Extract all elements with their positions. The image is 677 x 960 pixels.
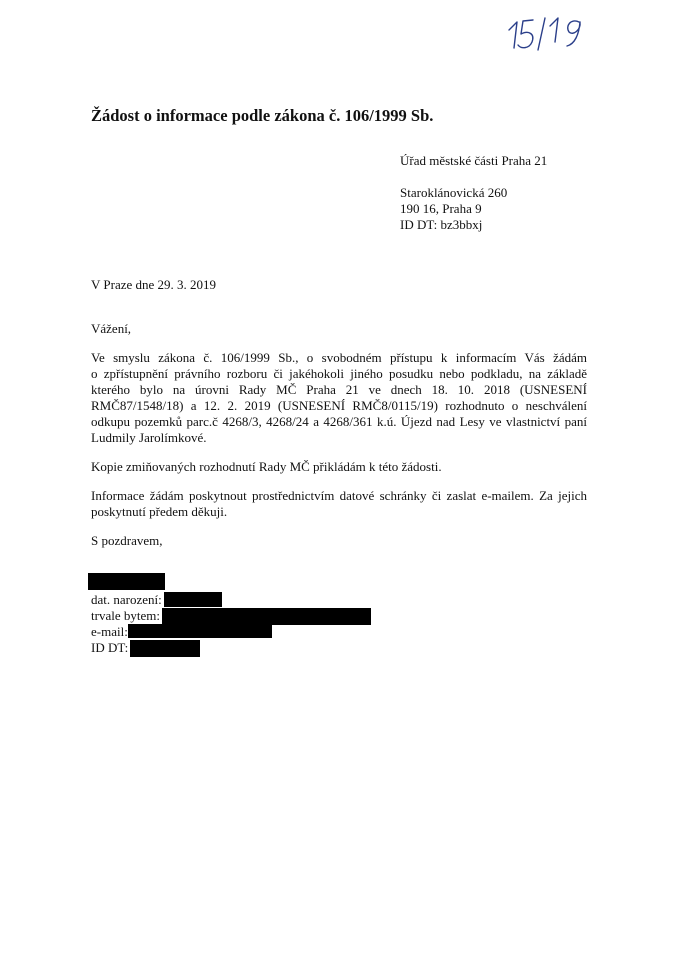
recipient-street: Staroklánovická 260 [400,185,508,200]
handwritten-mark-text: 15/19 [505,4,508,5]
data-box-label: ID DT: [91,640,129,655]
redacted-data-box-id [130,640,200,657]
email-label: e-mail: [91,624,128,639]
paragraph-line: odkupu pozemků parc.č 4268/3, 4268/24 a 4268/361 k.ú. Újezd nad Lesy ve vlastnictví paní [91,414,587,429]
paragraph-line: Ludmily Jarolímkové. [91,430,207,445]
paragraph-line: o zpřístupnění právního rozboru či jakéhokoli jiného posudku nebo podkladu, na základě [91,366,587,381]
birth-date-label: dat. narození: [91,592,162,607]
handwritten-reference-mark [505,4,600,64]
document-title: Žádost o informace podle zákona č. 106/1999 Sb. [91,106,434,125]
redacted-email [128,624,272,638]
date-line: V Praze dne 29. 3. 2019 [91,277,217,292]
recipient-city: 190 16, Praha 9 [400,201,482,216]
delivery-paragraph [91,488,587,520]
redacted-birth-date [164,592,222,607]
redacted-name [88,573,165,590]
salutation: Vážení, [91,321,132,336]
recipient-office: Úřad městské části Praha 21 [400,153,548,168]
paragraph-line: kterého bylo na úrovni Rady MČ Praha 21 ve dnech 18. 10. 2018 (USNESENÍ [91,382,587,397]
recipient-data-box-id: ID DT: bz3bbxj [400,217,483,232]
paragraph-line: RMČ87/1548/18) a 12. 2. 2019 (USNESENÍ RMČ8/0115/19) rozhodnuto o neschválení [91,398,587,413]
paragraph-line: Ve smyslu zákona č. 106/1999 Sb., o svobodném přístupu k informacím Vás žádám [91,350,587,365]
redacted-residence [162,608,371,625]
attachment-paragraph: Kopie zmiňovaných rozhodnutí Rady MČ přikládám k této žádosti. [91,459,442,474]
handwritten-mark-graphic [505,4,600,64]
residence-label: trvale bytem: [91,608,160,623]
paragraph-line: Informace žádám poskytnout prostřednictvím datové schránky či zaslat e-mailem. Za jejich [91,488,587,503]
paragraph-line: poskytnutí předem děkuji. [91,504,228,519]
request-paragraph [91,350,587,446]
closing: S pozdravem, [91,533,163,548]
